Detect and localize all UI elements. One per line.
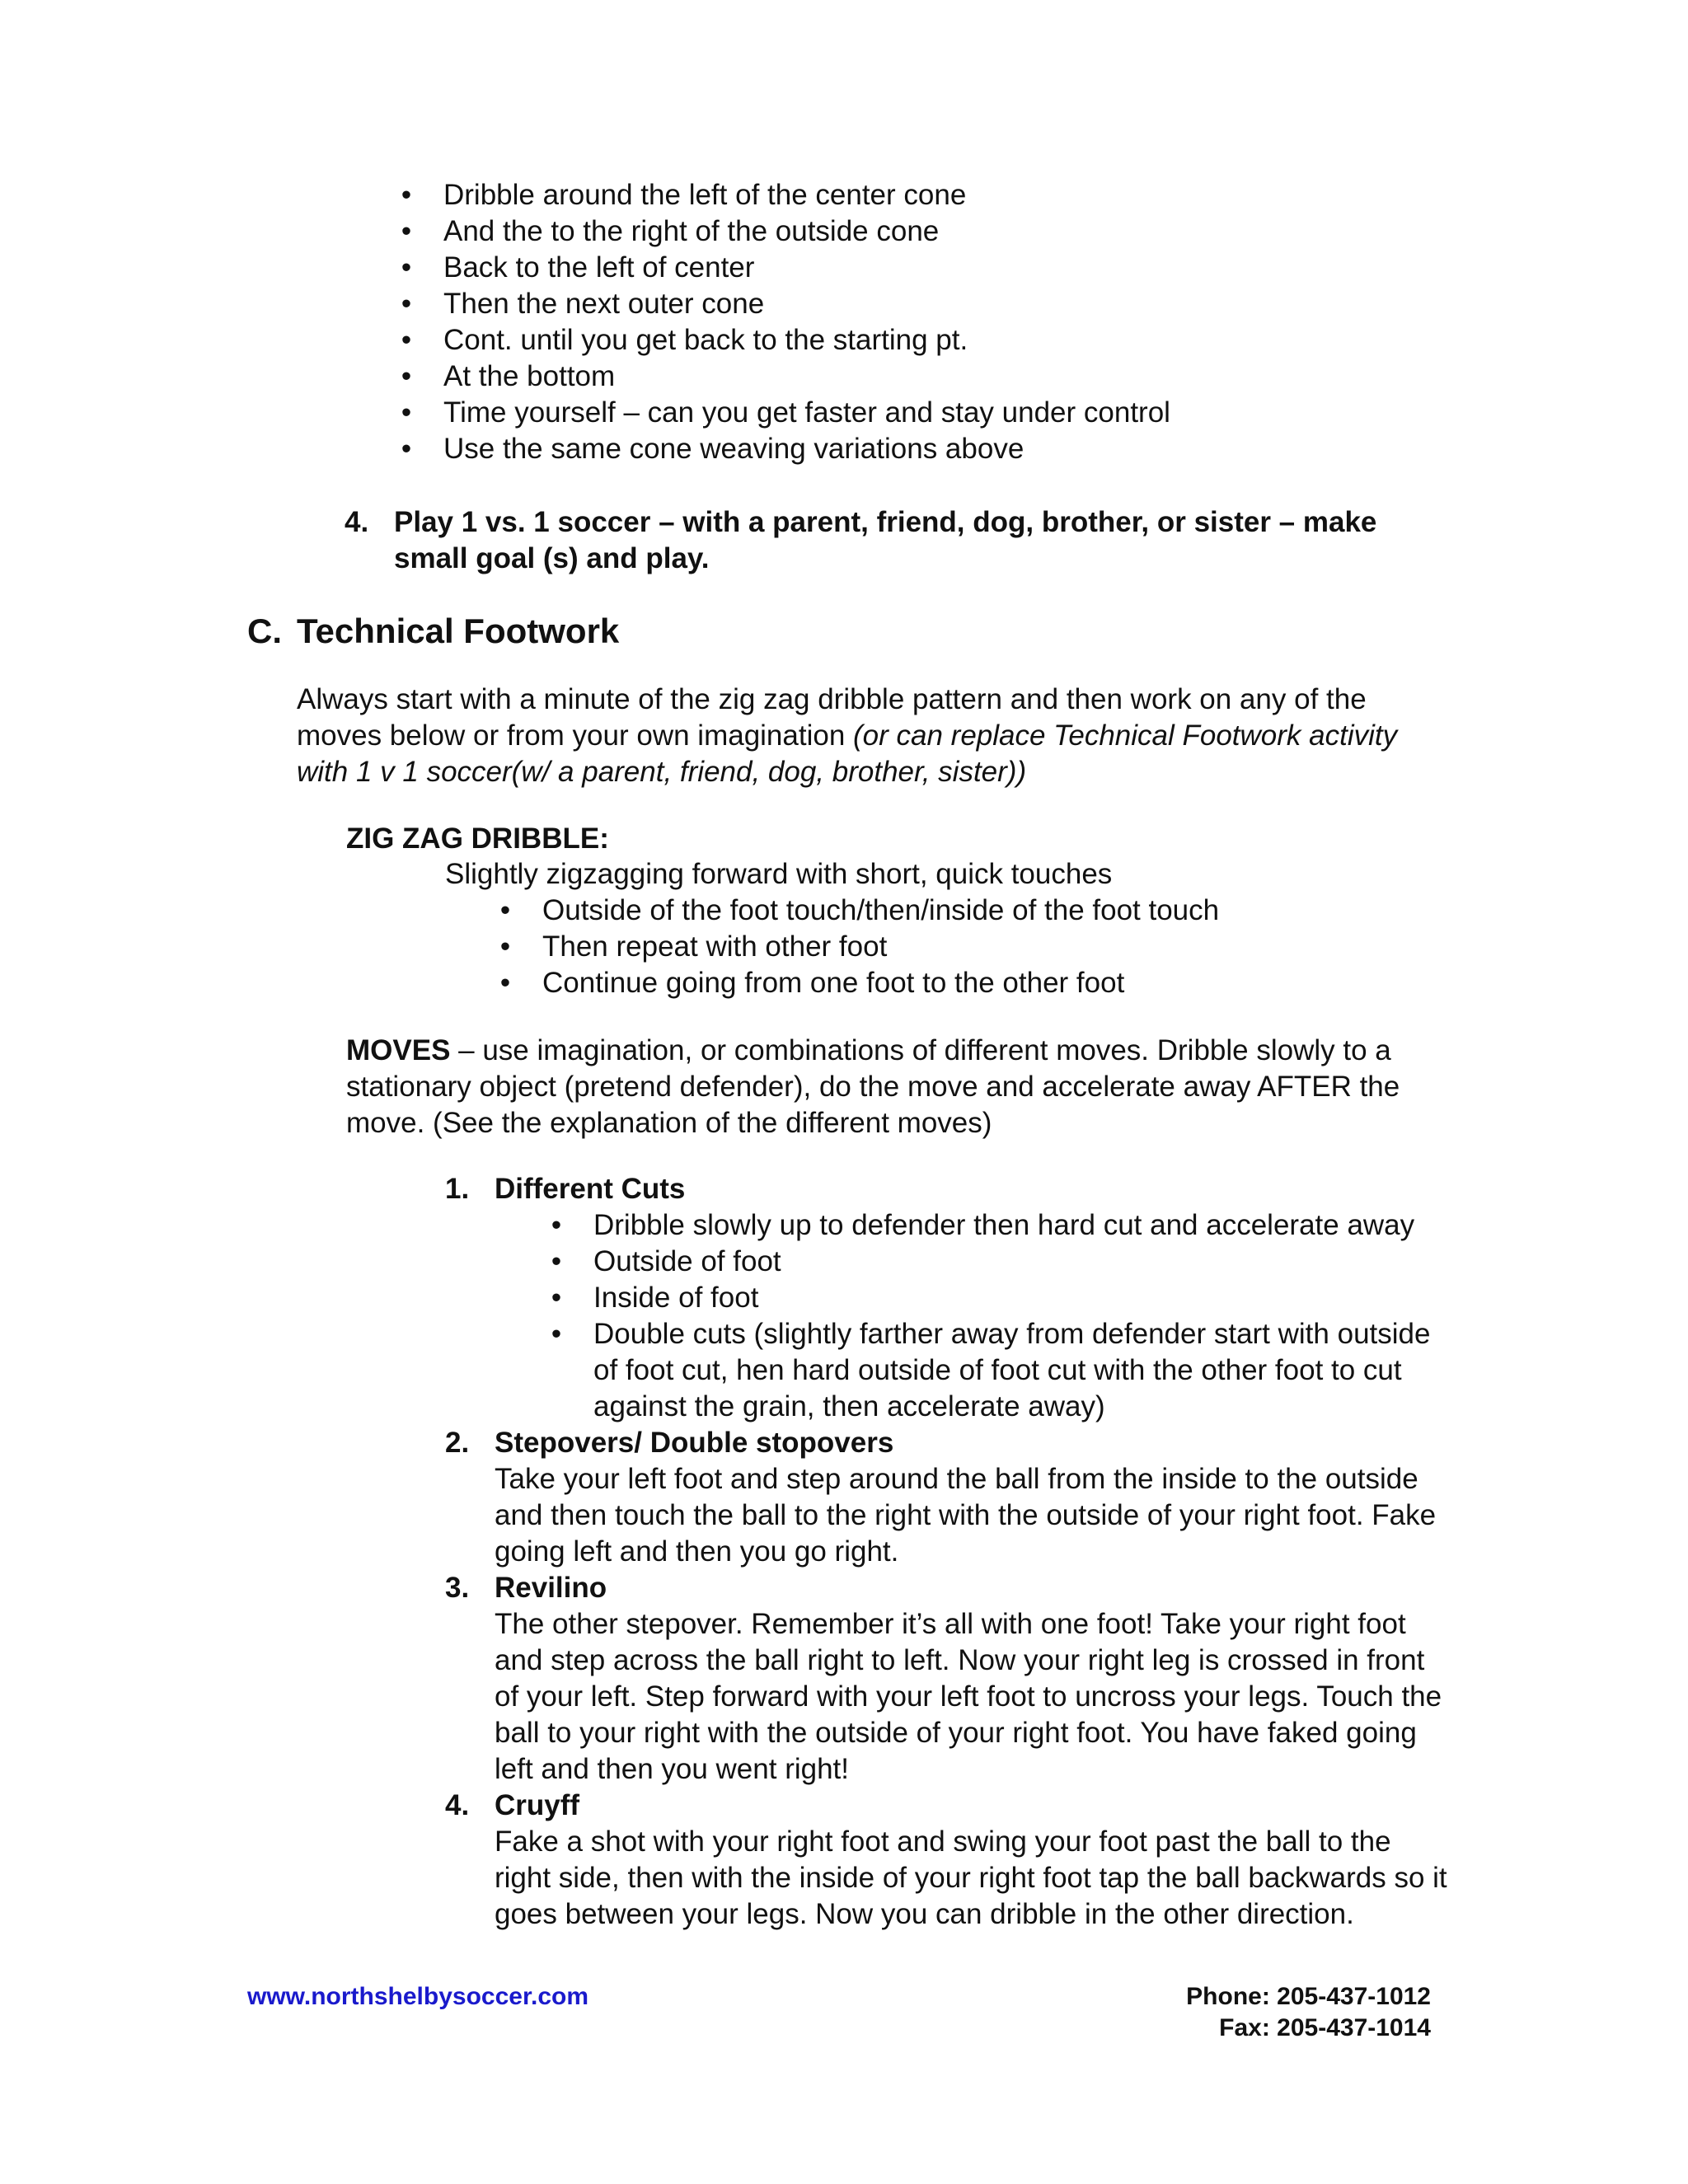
item-number: 4. xyxy=(345,506,369,538)
move-item-stepovers xyxy=(445,1425,1451,1570)
phone-number: Phone: 205-437-1012 xyxy=(1186,1983,1431,2010)
move-number: 2. xyxy=(445,1427,470,1459)
section-heading xyxy=(247,610,619,653)
list-item: • Double cuts (slightly farther away from defender start with outside of foot cut, hen hard outside of foot cut with the other foot to cut against the grain, then accelerate away) xyxy=(495,1316,1451,1425)
section-letter: C. xyxy=(247,612,282,650)
move-item-revilino xyxy=(445,1570,1451,1788)
list-item: • Continue going from one foot to the other foot xyxy=(493,965,1449,1001)
section-intro-paragraph xyxy=(297,682,1451,790)
play-one-vs-one-item xyxy=(345,504,1449,577)
zig-zag-description: Slightly zigzagging forward with short, quick touches xyxy=(445,858,1113,890)
bullet-icon: • xyxy=(401,215,412,247)
list-item: • And the to the right of the outside cone xyxy=(394,213,1449,250)
section-title: Technical Footwork xyxy=(297,612,620,650)
bullet-icon: • xyxy=(551,1245,562,1277)
move-number: 1. xyxy=(445,1173,470,1205)
bullet-icon: • xyxy=(551,1282,562,1314)
list-item: • Inside of foot xyxy=(495,1280,1451,1316)
move-title: Different Cuts xyxy=(495,1173,686,1205)
bullet-icon: • xyxy=(401,251,412,284)
move-description: The other stepover. Remember it’s all with one foot! Take your right foot and step across the ball right to left. Now your right leg is crossed in front of your left. Step forward with your left foot to uncross your legs. Touch the ball to your right with the outside of your right foot. You have faked going left and then you went right! xyxy=(495,1608,1442,1785)
intro-text: Always start with a minute of the zig zag dribble pattern and then work on any of the moves below or from your own imagination xyxy=(297,683,1367,752)
list-item: • Outside of foot xyxy=(495,1244,1451,1280)
bullet-icon: • xyxy=(401,179,412,211)
bullet-icon: • xyxy=(499,967,511,999)
bullet-icon: • xyxy=(401,360,412,392)
fax-number: Fax: 205-437-1014 xyxy=(1219,2014,1431,2041)
move-title: Revilino xyxy=(495,1572,607,1604)
cone-weave-bullet-list xyxy=(394,177,1449,467)
list-item: • Use the same cone weaving variations above xyxy=(394,431,1449,467)
move-number: 4. xyxy=(445,1789,470,1821)
list-item: • Time yourself – can you get faster and stay under control xyxy=(394,395,1449,431)
list-item: • Outside of the foot touch/then/inside of the foot touch xyxy=(493,893,1449,929)
list-item: • Dribble around the left of the center cone xyxy=(394,177,1449,213)
moves-numbered-list xyxy=(445,1171,1451,1933)
moves-text: – use imagination, or combinations of different moves. Dribble slowly to a stationary object (pretend defender), do the move and accelerate away AFTER the move. (See the explanation of the different moves) xyxy=(346,1034,1400,1139)
list-item: • Cont. until you get back to the starting pt. xyxy=(394,322,1449,359)
item-text: Play 1 vs. 1 soccer – with a parent, friend, dog, brother, or sister – make small goal (s) and play. xyxy=(394,506,1377,574)
bullet-icon: • xyxy=(401,433,412,465)
list-item: • Then the next outer cone xyxy=(394,286,1449,322)
move-item-different-cuts xyxy=(445,1171,1451,1425)
move-title: Cruyff xyxy=(495,1789,580,1821)
list-item: • Dribble slowly up to defender then hard cut and accelerate away xyxy=(495,1207,1451,1244)
zig-zag-bullet-list xyxy=(493,893,1449,1001)
list-item: • Then repeat with other foot xyxy=(493,929,1449,965)
bullet-icon: • xyxy=(401,288,412,320)
zig-zag-heading: ZIG ZAG DRIBBLE: xyxy=(346,823,609,855)
intro-italic-note: (or can replace Technical Footwork activity with 1 v 1 soccer(w/ a parent, friend, dog, brother, sister)) xyxy=(297,719,1398,788)
list-item: • Back to the left of center xyxy=(394,250,1449,286)
website-link[interactable]: www.northshelbysoccer.com xyxy=(247,1983,589,2010)
move-number: 3. xyxy=(445,1572,470,1604)
move-item-cruyff xyxy=(445,1788,1451,1933)
move-bullet-list xyxy=(495,1207,1451,1425)
list-item: • At the bottom xyxy=(394,359,1449,395)
contact-info xyxy=(1186,1981,1431,2044)
moves-label: MOVES xyxy=(346,1034,451,1066)
move-title: Stepovers/ Double stopovers xyxy=(495,1427,894,1459)
bullet-icon: • xyxy=(551,1209,562,1241)
bullet-icon: • xyxy=(401,324,412,356)
bullet-icon: • xyxy=(499,930,511,963)
bullet-icon: • xyxy=(499,894,511,926)
move-description: Fake a shot with your right foot and swing your foot past the ball to the right side, then with the inside of your right foot tap the ball backwards so it goes between your legs. Now you can dribble in the other direction. xyxy=(495,1825,1447,1930)
bullet-icon: • xyxy=(401,396,412,429)
moves-paragraph xyxy=(346,1033,1451,1141)
move-description: Take your left foot and step around the ball from the inside to the outside and then touch the ball to the right with the outside of your right foot. Fake going left and then you go right. xyxy=(495,1463,1437,1568)
bullet-icon: • xyxy=(551,1318,562,1350)
